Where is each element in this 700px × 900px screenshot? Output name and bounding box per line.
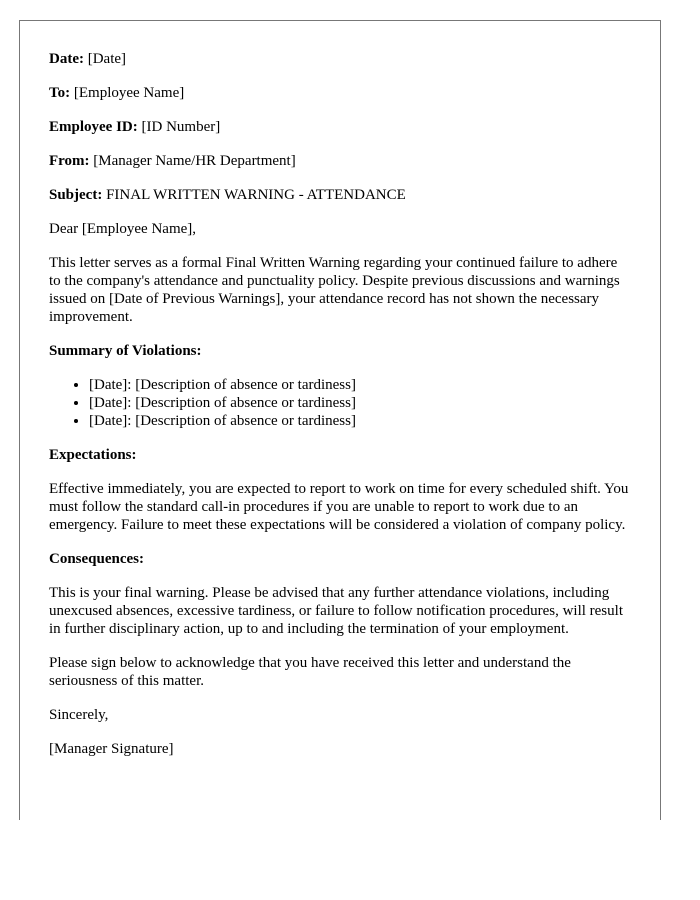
violations-heading: Summary of Violations: <box>49 343 202 359</box>
subject-label: Subject: <box>49 187 103 203</box>
from-label: From: <box>49 153 90 169</box>
date-value: [Date] <box>87 51 127 67</box>
date-line <box>49 50 631 68</box>
violation-item: • [Date]: [Description of absence or tardiness] <box>89 394 631 412</box>
to-value: [Employee Name] <box>73 85 185 101</box>
employee-id-line <box>49 118 631 136</box>
to-label: To: <box>49 85 71 101</box>
subject-line <box>49 186 631 204</box>
closing: Sincerely, <box>49 707 109 723</box>
consequences-paragraph: This is your final warning. Please be advised that any further attendance violations, including unexcused absences, excessive tardiness, or failure to follow notification procedures, will result in further disciplinary action, up to and including the termination of your employment. <box>49 585 623 637</box>
salutation: Dear [Employee Name], <box>49 221 197 237</box>
subject-value: FINAL WRITTEN WARNING - ATTENDANCE <box>106 187 406 203</box>
warning-letter <box>19 20 661 820</box>
consequences-heading: Consequences: <box>49 551 145 567</box>
employee-id-value: [ID Number] <box>141 119 221 135</box>
expectations-paragraph: Effective immediately, you are expected to report to work on time for every scheduled shift. You must follow the standard call-in procedures if you are unable to report to work due to an emergency. Failure to meet these expectations will be considered a violation of company policy. <box>49 481 629 533</box>
from-line <box>49 152 631 170</box>
from-value: [Manager Name/HR Department] <box>93 153 296 169</box>
expectations-heading: Expectations: <box>49 447 137 463</box>
violation-item: • [Date]: [Description of absence or tardiness] <box>89 412 631 430</box>
violation-item: • [Date]: [Description of absence or tardiness] <box>89 376 631 394</box>
intro-paragraph: This letter serves as a formal Final Written Warning regarding your continued failure to adhere to the company's attendance and punctuality policy. Despite previous discussions and warnings issued on [Date of Previous Warnings], your attendance record has not shown the necessary improvement. <box>49 255 620 325</box>
date-label: Date: <box>49 51 84 67</box>
to-line <box>49 84 631 102</box>
employee-id-label: Employee ID: <box>49 119 138 135</box>
signature: [Manager Signature] <box>49 741 174 757</box>
violations-list <box>49 376 631 430</box>
acknowledgement-paragraph: Please sign below to acknowledge that you have received this letter and understand the seriousness of this matter. <box>49 655 571 689</box>
